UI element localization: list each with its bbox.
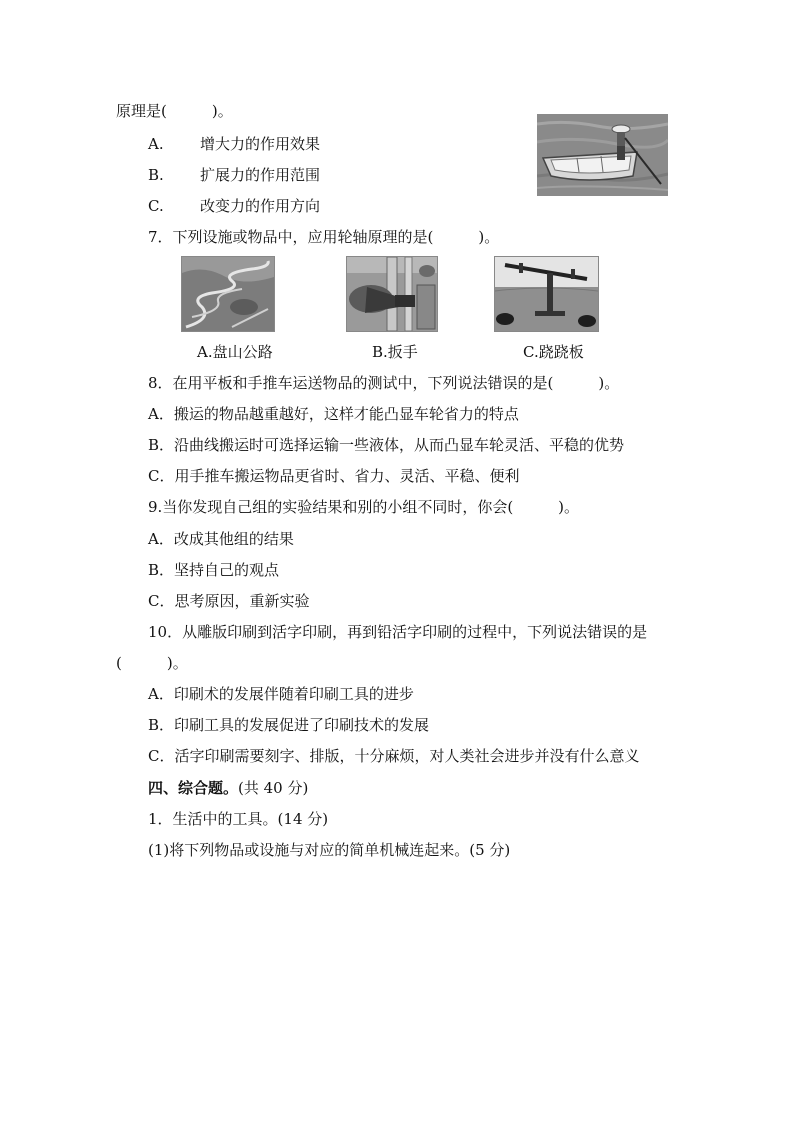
- option-text: 改变力的作用方向: [200, 197, 321, 215]
- option-text: 增大力的作用效果: [200, 135, 321, 153]
- wrench-photo: [346, 256, 438, 332]
- q7-caption-a: A.盘山公路: [197, 343, 273, 361]
- option-letter: A.: [148, 135, 164, 153]
- seesaw-photo: [494, 256, 599, 332]
- q10-stem: 10．从雕版印刷到活字印刷，再到铅活字印刷的过程中，下列说法错误的是: [148, 623, 648, 641]
- q6-option-c: [148, 196, 320, 216]
- q10-option-b: B．印刷工具的发展促进了印刷技术的发展: [148, 716, 430, 734]
- q6-stem-end: 原理是( )。: [116, 102, 233, 120]
- q10-option-a: A．印刷术的发展伴随着印刷工具的进步: [148, 685, 414, 703]
- q8-option-c: C．用手推车搬运物品更省时、省力、灵活、平稳、便利: [148, 467, 520, 485]
- q7-caption-c: C.跷跷板: [523, 343, 584, 361]
- q10-option-c: C．活字印刷需要刻字、排版，十分麻烦，对人类社会进步并没有什么意义: [148, 747, 640, 765]
- section4-heading: [148, 778, 308, 798]
- q8-option-b: B．沿曲线搬运时可选择运输一些液体，从而凸显车轮灵活、平稳的优势: [148, 436, 625, 454]
- option-letter: B.: [148, 166, 164, 184]
- section4-q1: 1．生活中的工具。(14 分): [148, 810, 329, 828]
- option-text: 扩展力的作用范围: [200, 166, 321, 184]
- q9-option-c: C．思考原因，重新实验: [148, 592, 310, 610]
- q8-option-a: A．搬运的物品越重越好，这样才能凸显车轮省力的特点: [148, 405, 519, 423]
- section4-q1-1: (1)将下列物品或设施与对应的简单机械连起来。(5 分): [148, 841, 511, 859]
- mountain-road-photo: [181, 256, 275, 332]
- q6-option-b: [148, 165, 320, 185]
- q9-option-a: A．改成其他组的结果: [148, 530, 294, 548]
- q7-stem: 7．下列设施或物品中，应用轮轴原理的是( )。: [148, 228, 500, 246]
- q9-stem: 9.当你发现自己组的实验结果和别的小组不同时，你会( )。: [148, 498, 580, 516]
- q9-option-b: B．坚持自己的观点: [148, 561, 280, 579]
- option-letter: C.: [148, 197, 164, 215]
- boat-photo: [537, 114, 668, 196]
- section4-score: (共 40 分): [238, 779, 309, 797]
- q8-stem: 8．在用平板和手推车运送物品的测试中，下列说法错误的是( )。: [148, 374, 620, 392]
- q7-caption-b: B.扳手: [372, 343, 418, 361]
- q6-option-a: [148, 134, 320, 154]
- q10-stem-cont: ( )。: [116, 654, 188, 672]
- section4-title: 四、综合题。: [148, 779, 239, 797]
